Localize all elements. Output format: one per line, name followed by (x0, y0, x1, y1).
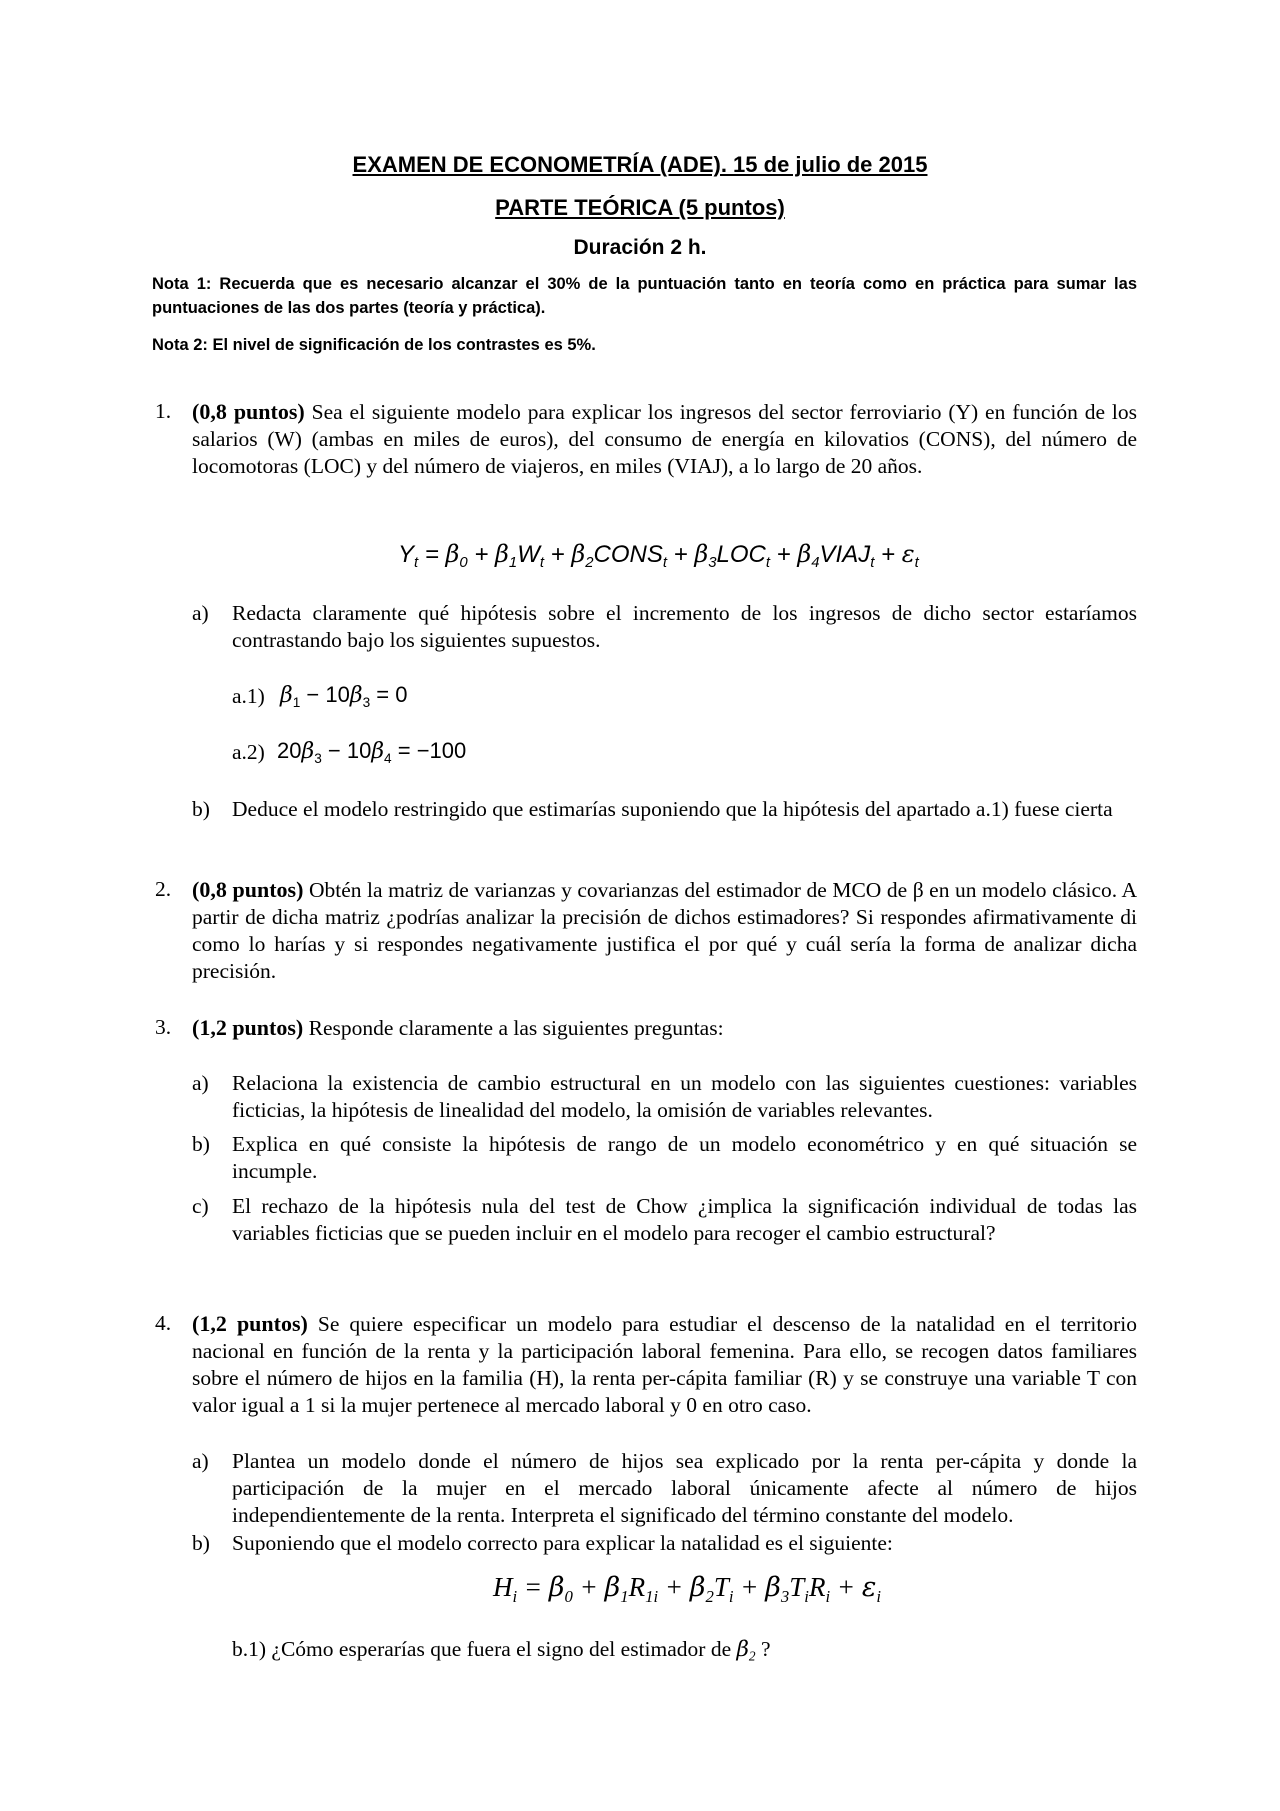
question-3-text: (1,2 puntos) Responde claramente a las siguientes preguntas: (192, 1015, 724, 1040)
question-3-points: (1,2 puntos) (192, 1015, 304, 1040)
question-1b-label: b) (192, 797, 210, 821)
question-4a-label: a) (192, 1449, 209, 1473)
model-equation-1: $Y_t = \beta_0 + \beta_1W_t$ + $\beta_2CONS_t + \beta_3LOC_t$ + $\beta_4VIAJ_t + \varepsilon_t$ (398, 540, 919, 572)
question-3b-label: b) (192, 1132, 210, 1156)
question-2-points: (0,8 puntos) (192, 877, 304, 902)
question-4b1-text: b.1) ¿Cómo esperarías que fuera el signo del estimador de $\beta_2$ ? (232, 1637, 771, 1664)
question-4b-text: Suponiendo que el modelo correcto para explicar la natalidad es el siguiente: (232, 1531, 893, 1555)
question-3a-text: Relaciona la existencia de cambio estructural en un modelo con las siguientes cuestiones: variables ficticias, la hipótesis de linealidad del modelo, la omisión de variables relevantes. (232, 1071, 1137, 1122)
question-1a-text: Redacta claramente qué hipótesis sobre el incremento de los ingresos de dicho sector estaríamos contrastando bajo los siguientes supuestos. (232, 601, 1137, 652)
question-4a-text: Plantea un modelo donde el número de hijos sea explicado por la renta per-cápita y donde la participación de la mujer en el mercado laboral únicamente afecte al número de hijos independientemente de la renta. Interpreta el significado del término constante del modelo. (232, 1449, 1137, 1527)
question-1-points: (0,8 puntos) (192, 399, 305, 424)
note-2: Nota 2: El nivel de significación de los contrastes es 5%. (152, 336, 596, 354)
question-4-number: 4. (155, 1311, 172, 1335)
question-3a-label: a) (192, 1071, 209, 1095)
part-title: PARTE TEÓRICA (5 puntos) (495, 195, 785, 220)
natality-model-equation: $H_i = \beta_0 + \beta_1R_{1i} + \beta_2T_i + \beta_3T_iR_i + \varepsilon_i$ (493, 1572, 881, 1606)
question-3b-text: Explica en qué consiste la hipótesis de rango de un modelo econométrico y en qué situación se incumple. (232, 1132, 1137, 1183)
question-2-text: (0,8 puntos) Obtén la matriz de varianzas y covarianzas del estimador de MCO de β en un modelo clásico. A partir de dicha matriz ¿podrías analizar la precisión de dichos estimadores? Si respondes afirmativamente di como lo harías y si respondes negativamente justifica el por qué y cuál sería la forma de analizar dicha precisión. (192, 877, 1138, 983)
question-1a2-label: a.2) (232, 740, 265, 764)
hypothesis-a1-equation: $\beta_1 - 10\beta_3 = 0$ (280, 682, 408, 710)
question-1b-text: Deduce el modelo restringido que estimarías suponiendo que la hipótesis del apartado a.1) fuese cierta (232, 797, 1113, 821)
question-4-points: (1,2 puntos) (192, 1311, 308, 1336)
question-1-text: (0,8 puntos) Sea el siguiente modelo para explicar los ingresos del sector ferroviario (Y) en función de los salarios (W) (ambas en miles de euros), del consumo de energía en kilovatios (CONS), del número de locomotoras (LOC) y del número de viajeros, en miles (VIAJ), a lo largo de 20 años. (192, 399, 1138, 478)
duration: Duración 2 h. (573, 236, 707, 259)
question-3c-label: c) (192, 1194, 209, 1218)
question-3-number: 3. (155, 1015, 172, 1039)
question-4-text: (1,2 puntos) Se quiere especificar un modelo para estudiar el descenso de la natalidad en el territorio nacional en función de la renta y la participación laboral femenina. Para ello, se recogen datos familiares sobre el número de hijos en la familia (H), la renta per-cápita familiar (R) y se construye una variable T con valor igual a 1 si la mujer pertenece al mercado laboral y 0 en otro caso. (192, 1311, 1137, 1417)
question-1a1-label: a.1) (232, 684, 265, 708)
question-1-number: 1. (155, 399, 172, 423)
question-4b-label: b) (192, 1531, 210, 1555)
note-1: Nota 1: Recuerda que es necesario alcanzar el 30% de la puntuación tanto en teoría como en práctica para sumar las puntuaciones de las dos partes (teoría y práctica). (152, 275, 1137, 317)
exam-title: EXAMEN DE ECONOMETRÍA (ADE). 15 de julio de 2015 (352, 152, 928, 177)
question-1a-label: a) (192, 601, 209, 625)
question-3c-text: El rechazo de la hipótesis nula del test de Chow ¿implica la significación individual de todas las variables ficticias que se pueden incluir en el modelo para recoger el cambio estructural? (232, 1194, 1137, 1245)
hypothesis-a2-equation: $20\beta_3 - 10\beta_4 = -100$ (277, 738, 467, 766)
question-2-number: 2. (155, 877, 172, 901)
